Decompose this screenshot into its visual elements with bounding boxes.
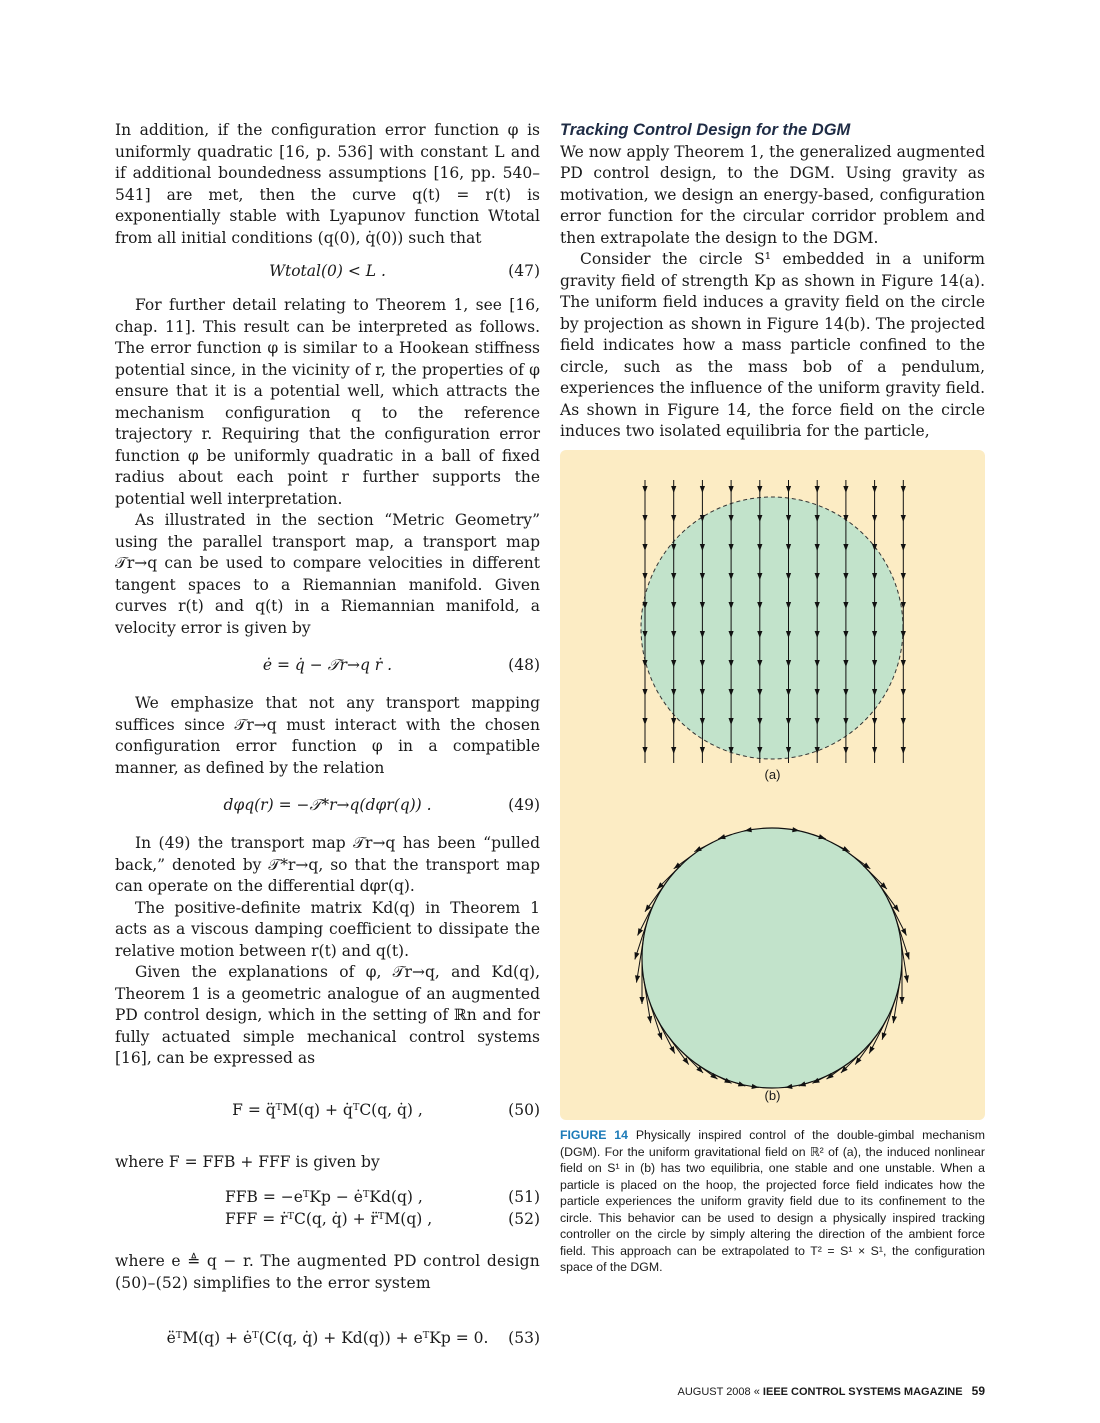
- equation-50: [115, 1100, 540, 1122]
- arrow-head: [901, 573, 906, 580]
- arrow-head: [682, 1057, 688, 1064]
- figure-caption: [560, 1127, 985, 1276]
- subfigure-b-label: (b): [764, 1088, 781, 1103]
- paragraph: where e ≜ q − r. The augmented PD control design (50)–(52) simplifies to the error system: [115, 1252, 540, 1292]
- paragraph: We now apply Theorem 1, the generalized augmented PD control design, to the DGM. Using gravity as motivation, we design an energy-based, configuration error function for the circular corridor problem and then extrapolate the design to the DGM.: [560, 142, 985, 247]
- arrow-head: [647, 1016, 652, 1023]
- arrow-head: [901, 689, 906, 696]
- footer-separator: «: [753, 1386, 760, 1398]
- arrow-head: [642, 689, 647, 696]
- arrow-head: [901, 660, 906, 667]
- equation-51-52: [115, 1187, 540, 1237]
- equation-expression: ė = q̇ − 𝒯r→q ṙ .: [262, 656, 393, 674]
- arrow-head: [757, 486, 762, 493]
- arrow-head: [818, 834, 825, 839]
- arrow-head: [642, 573, 647, 580]
- arrow-head: [901, 544, 906, 551]
- arrow-head: [815, 486, 820, 493]
- arrow-head: [642, 718, 647, 725]
- hoop-circle: [642, 828, 902, 1088]
- equation-number: (48): [508, 656, 540, 674]
- paragraph: For further detail relating to Theorem 1, see [16, chap. 11]. This result can be interpreted as follows. The error function φ is similar to a Hookean stiffness potential since, in the vicinity of r, the properties of φ ensure that it is a potential well, which attracts the mechanism configuration q to the reference trajectory r. Requiring that the configuration error function φ be uniformly quadratic in a ball of fixed radius about each point r further supports the potential well interpretation.: [115, 296, 540, 508]
- arrow-head: [901, 486, 906, 493]
- equation-number: (50): [508, 1100, 540, 1119]
- arrow-head: [905, 952, 910, 959]
- arrow-head: [642, 486, 647, 493]
- equation-49: [115, 795, 540, 817]
- equation-53: [115, 1328, 540, 1350]
- equation-number: (47): [508, 262, 540, 280]
- figure-14-panel: [560, 450, 985, 1120]
- arrow-head: [639, 997, 644, 1004]
- equation-47: [115, 261, 540, 283]
- equation-expression: dφq(r) = −𝒯*r→q(dφr(q)) .: [223, 796, 432, 814]
- arrow-head: [899, 997, 904, 1004]
- arrow-head: [694, 846, 701, 851]
- arrow-head: [700, 486, 705, 493]
- subfigure-a-uniform-field: [641, 480, 906, 763]
- figure-14-drawing: [560, 450, 985, 1120]
- arrow-head: [657, 1032, 662, 1039]
- arrow-head: [671, 718, 676, 725]
- subfigure-b-projected-field: [635, 827, 910, 1089]
- equation-number: (53): [508, 1329, 540, 1347]
- dashed-circle: [641, 497, 903, 759]
- arrow-head: [855, 1057, 861, 1064]
- arrow-head: [635, 975, 640, 982]
- footer-magazine-name: IEEE CONTROL SYSTEMS MAGAZINE: [762, 1386, 963, 1398]
- arrow-head: [843, 747, 848, 754]
- equation-expression: FFB = −eᵀKp − ėᵀKd(q) ,: [225, 1188, 423, 1206]
- arrow-head: [904, 975, 909, 982]
- arrow-head: [635, 952, 640, 959]
- arrow-head: [718, 834, 725, 839]
- arrow-head: [642, 515, 647, 522]
- arrow-head: [669, 1046, 674, 1053]
- section-heading: Tracking Control Design for the DGM: [560, 121, 851, 139]
- paragraph: Consider the circle S¹ embedded in a uniform gravity field of strength Kp as shown in Figure 14(a). The uniform field induces a gravity field on the circle by projection as shown in Figure 14(b). The projected field indicates how a mass particle confined to the circle, such as the mass bob of a pendulum, experiences the influence of the uniform gravity field. As shown in Figure 14, the force field on the circle induces two isolated equilibria for the particle,: [560, 250, 985, 440]
- subfigure-a-label: (a): [764, 767, 781, 782]
- arrow-head: [872, 486, 877, 493]
- caption-text: Physically inspired control of the double-gimbal mechanism (DGM). For the uniform gravitational field on ℝ² of (a), the induced nonlinear field on S¹ in (b) has two equilibria, one stable and one unstable. When a particle is placed on the hoop, the projected force field indicates how the particle experiences the uniform gravity field due to its confinement to the circle. This behavior can be used to design a physically inspired tracking controller on the circle by simply altering the direction of the ambient force field. This approach can be extrapolated to T² = S¹ × S¹, the configuration space of the DGM.: [560, 1128, 985, 1274]
- arrow-head: [638, 928, 643, 935]
- arrow-head: [869, 1046, 874, 1053]
- arrow-head: [786, 486, 791, 493]
- paragraph: In addition, if the configuration error function φ is uniformly quadratic [16, p. 536] with constant L and if additional boundedness assumptions [16, pp. 540–541] are met, then the curve q(t) = r(t) is exponentially stable with Lyapunov function Wtotal from all initial conditions (q(0), q̇(0)) such that: [115, 121, 540, 247]
- paragraph: The positive-definite matrix Kd(q) in Theorem 1 acts as a viscous damping coefficient to dissipate the relative motion between r(t) and q(t).: [115, 898, 540, 960]
- left-column: [115, 120, 540, 1362]
- arrow-head: [882, 1032, 887, 1039]
- equation-number: (49): [508, 796, 540, 814]
- figure-label: FIGURE 14: [560, 1128, 628, 1142]
- paragraph: As illustrated in the section “Metric Geometry” using the parallel transport map, a transport map 𝒯r→q can be used to compare velocities in different tangent spaces to a Riemannian manifold. Given curves r(t) and q(t) in a Riemannian manifold, a velocity error is given by: [115, 511, 540, 637]
- arrow-head: [642, 747, 647, 754]
- footer-date: AUGUST 2008: [677, 1386, 751, 1398]
- arrow-head: [729, 486, 734, 493]
- equation-expression: ëᵀM(q) + ėᵀ(C(q, q̇) + Kd(q)) + eᵀKp = 0.: [166, 1329, 489, 1347]
- equation-48: [115, 655, 540, 677]
- equation-expression: FFF = ṙᵀC(q, q̇) + r̈ᵀM(q) ,: [225, 1210, 433, 1228]
- page-number: 59: [971, 1384, 985, 1398]
- arrow-head: [671, 515, 676, 522]
- arrow-head: [901, 515, 906, 522]
- equation-number: (52): [508, 1210, 540, 1228]
- arrow-head: [901, 718, 906, 725]
- equation-expression: F = q̈ᵀM(q) + q̇ᵀC(q, q̇) ,: [232, 1100, 423, 1119]
- paragraph: where F = FFB + FFF is given by: [115, 1152, 380, 1171]
- arrow-head: [671, 486, 676, 493]
- right-column: [560, 120, 985, 443]
- paragraph: In (49) the transport map 𝒯r→q has been “pulled back,” denoted by 𝒯*r→q, so that the transport map can operate on the differential dφr(q).: [115, 834, 540, 895]
- equation-expression: Wtotal(0) < L .: [269, 262, 386, 280]
- arrow-head: [901, 928, 906, 935]
- arrow-head: [872, 515, 877, 522]
- paragraph: We emphasize that not any transport mapping suffices since 𝒯r→q must interact with the chosen configuration error function φ in a compatible manner, as defined by the relation: [115, 694, 540, 777]
- arrow-head: [642, 544, 647, 551]
- arrow-head: [843, 486, 848, 493]
- arrow-head: [892, 1016, 897, 1023]
- arrow-head: [842, 846, 849, 851]
- arrow-head: [901, 747, 906, 754]
- arrow-head: [700, 747, 705, 754]
- page-footer: [678, 1384, 986, 1398]
- arrow-head: [872, 718, 877, 725]
- arrow-head: [671, 747, 676, 754]
- arrow-head: [872, 747, 877, 754]
- paragraph: Given the explanations of φ, 𝒯r→q, and Kd(q), Theorem 1 is a geometric analogue of an augmented PD control design, which in the setting of ℝn and for fully actuated simple mechanical control systems [16], can be expressed as: [115, 963, 540, 1067]
- equation-number: (51): [508, 1188, 540, 1206]
